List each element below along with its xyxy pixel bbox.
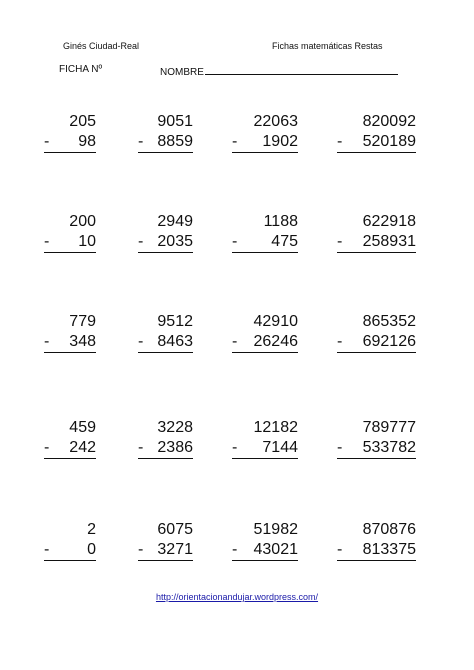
subtraction-problem (337, 520, 416, 561)
subtrahend-row (232, 232, 298, 253)
minuend: 622918 (362, 213, 416, 230)
subtraction-problem (138, 520, 193, 561)
subtrahend: 258931 (362, 233, 416, 250)
subtrahend-row (232, 540, 298, 561)
minus-sign: - (44, 133, 50, 150)
minuend: 865352 (362, 313, 416, 330)
minuend: 6075 (157, 521, 193, 538)
author-name: Ginés Ciudad-Real (63, 41, 140, 51)
subtrahend: 43021 (253, 541, 298, 558)
subtraction-problem (44, 212, 96, 253)
minus-sign: - (44, 541, 50, 558)
minuend: 3228 (157, 419, 193, 436)
minuend: 9512 (157, 313, 193, 330)
subtrahend-row (232, 332, 298, 353)
minuend: 9051 (157, 113, 193, 130)
minuend: 2 (87, 521, 96, 538)
minus-sign: - (232, 133, 238, 150)
subtrahend-row (337, 438, 416, 459)
subtrahend: 1902 (262, 133, 298, 150)
minus-sign: - (138, 541, 144, 558)
subtrahend: 813375 (362, 541, 416, 558)
subtrahend: 26246 (253, 333, 298, 350)
minuend: 459 (69, 419, 96, 436)
minuend: 42910 (253, 313, 298, 330)
subtraction-problem (138, 418, 193, 459)
minus-sign: - (337, 541, 343, 558)
subtraction-problem (44, 112, 96, 153)
minuend: 205 (69, 113, 96, 130)
minuend: 200 (69, 213, 96, 230)
minus-sign: - (337, 133, 343, 150)
minus-sign: - (232, 541, 238, 558)
subtrahend-row (138, 132, 193, 153)
subtrahend: 242 (69, 439, 96, 456)
minus-sign: - (337, 233, 343, 250)
subtrahend: 0 (87, 541, 96, 558)
subtrahend: 348 (69, 333, 96, 350)
subtrahend-row (337, 132, 416, 153)
subtraction-problem (232, 212, 298, 253)
subtraction-problem (337, 312, 416, 353)
subtrahend-row (138, 540, 193, 561)
footer-link[interactable]: http://orientacionandujar.wordpress.com/ (155, 592, 319, 602)
subtraction-problem (138, 312, 193, 353)
subtrahend: 98 (78, 133, 96, 150)
subtraction-problem (232, 312, 298, 353)
subtraction-problem (232, 112, 298, 153)
subtraction-problem (44, 312, 96, 353)
subtrahend-row (337, 232, 416, 253)
subtrahend-row (232, 438, 298, 459)
nombre-label: NOMBRE (160, 67, 204, 78)
subtrahend-row (44, 232, 96, 253)
subtrahend-row (138, 332, 193, 353)
subtrahend: 2035 (157, 233, 193, 250)
minus-sign: - (138, 333, 144, 350)
subtrahend-row (138, 438, 193, 459)
subtrahend-row (44, 332, 96, 353)
subtrahend: 7144 (262, 439, 298, 456)
minus-sign: - (138, 439, 144, 456)
ficha-label: FICHA Nº (59, 64, 103, 75)
subtrahend-row (337, 540, 416, 561)
minus-sign: - (138, 233, 144, 250)
subtrahend: 2386 (157, 439, 193, 456)
minuend: 870876 (362, 521, 416, 538)
subtrahend: 8859 (157, 133, 193, 150)
minuend: 820092 (362, 113, 416, 130)
minuend: 789777 (362, 419, 416, 436)
subtraction-problem (138, 212, 193, 253)
subtraction-problem (44, 418, 96, 459)
worksheet-title: Fichas matemáticas Restas (272, 41, 383, 51)
subtrahend: 10 (78, 233, 96, 250)
nombre-blank-line (205, 64, 398, 75)
subtrahend-row (44, 132, 96, 153)
minus-sign: - (44, 333, 50, 350)
subtrahend: 475 (271, 233, 298, 250)
subtraction-problem (138, 112, 193, 153)
subtrahend: 520189 (362, 133, 416, 150)
subtrahend-row (44, 438, 96, 459)
subtraction-problem (337, 112, 416, 153)
minus-sign: - (138, 133, 144, 150)
minus-sign: - (232, 233, 238, 250)
subtrahend-row (44, 540, 96, 561)
minus-sign: - (232, 439, 238, 456)
subtraction-problem (44, 520, 96, 561)
minuend: 779 (69, 313, 96, 330)
subtrahend-row (232, 132, 298, 153)
minus-sign: - (44, 233, 50, 250)
subtraction-problem (232, 520, 298, 561)
subtrahend: 692126 (362, 333, 416, 350)
subtrahend-row (138, 232, 193, 253)
minuend: 1188 (263, 213, 298, 230)
subtrahend-row (337, 332, 416, 353)
minuend: 12182 (253, 419, 298, 436)
subtrahend: 533782 (362, 439, 416, 456)
subtraction-problem (232, 418, 298, 459)
minus-sign: - (337, 333, 343, 350)
subtrahend: 3271 (157, 541, 193, 558)
minus-sign: - (44, 439, 50, 456)
subtrahend: 8463 (157, 333, 193, 350)
minuend: 51982 (253, 521, 298, 538)
minuend: 22063 (253, 113, 298, 130)
subtraction-problem (337, 212, 416, 253)
nombre-field[interactable] (160, 64, 398, 78)
subtraction-problem (337, 418, 416, 459)
minus-sign: - (232, 333, 238, 350)
minuend: 2949 (157, 213, 193, 230)
minus-sign: - (337, 439, 343, 456)
